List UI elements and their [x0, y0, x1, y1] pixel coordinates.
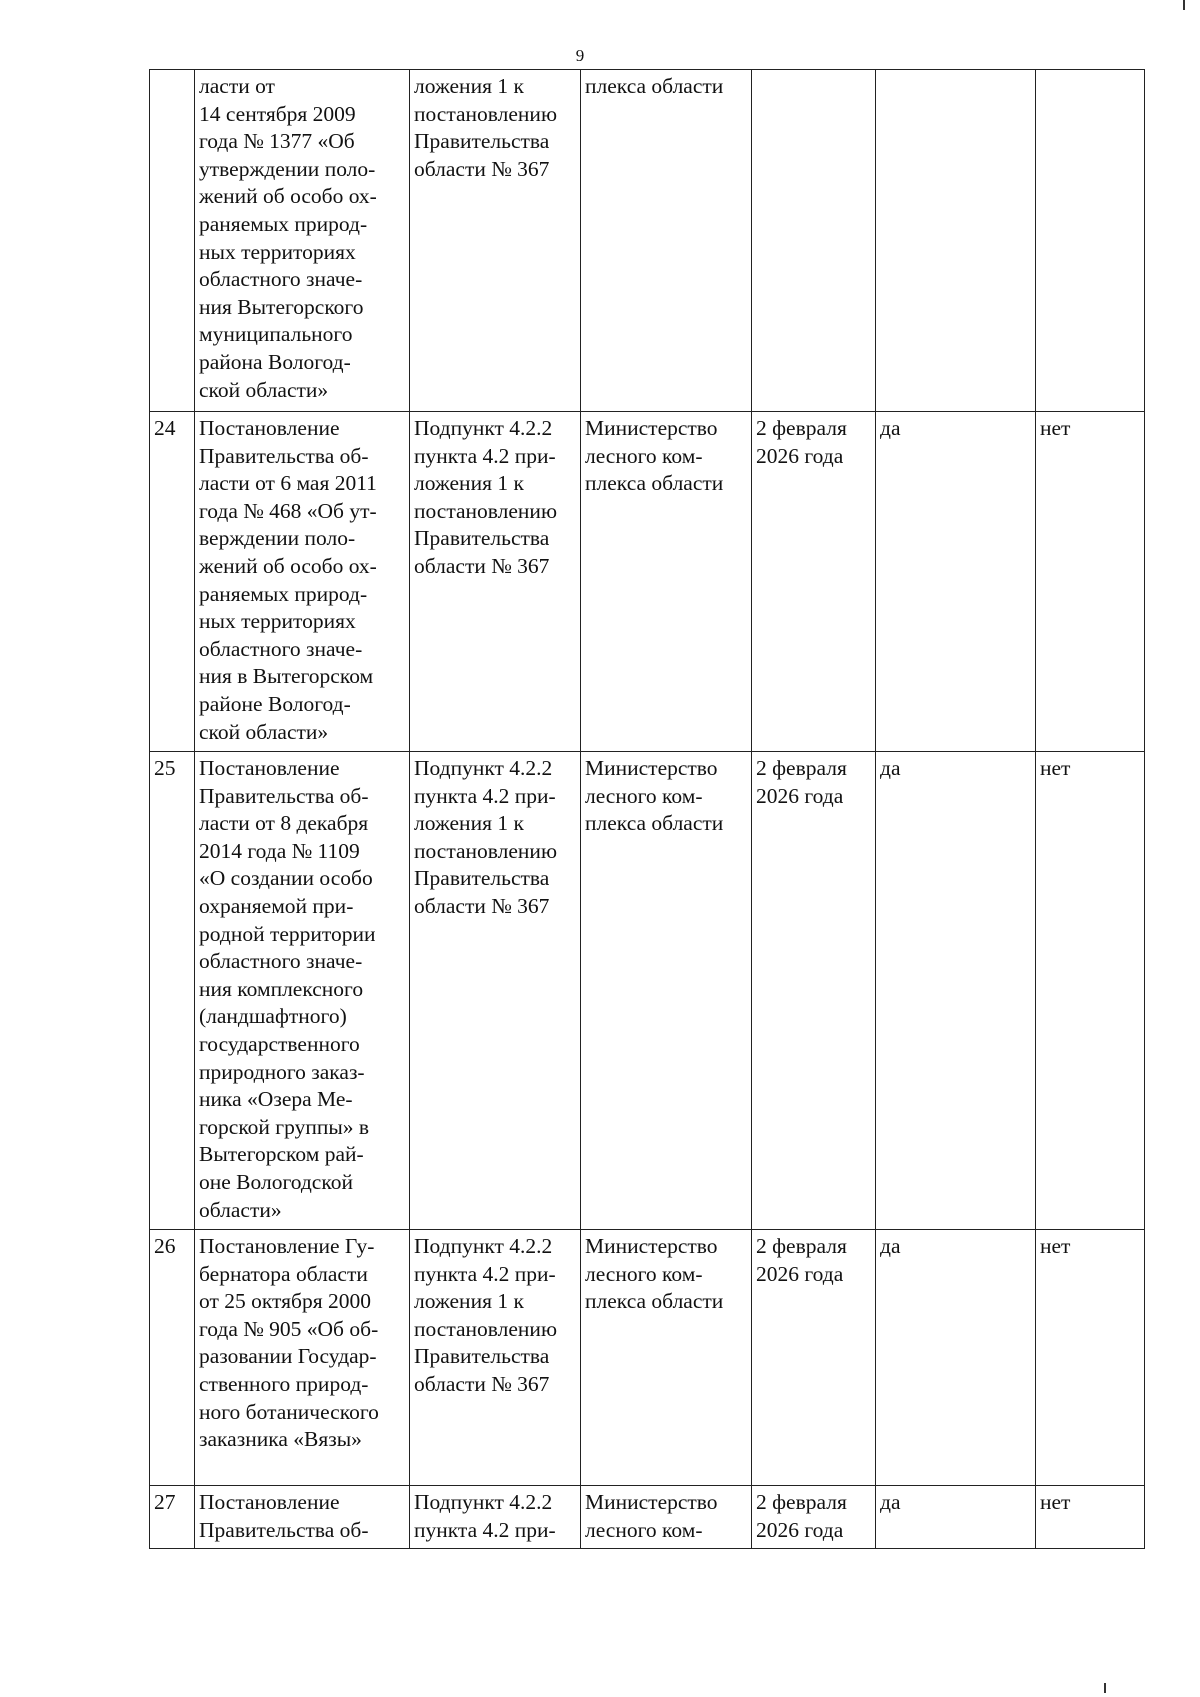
row-number: 24 [150, 412, 195, 752]
yes-cell: да [876, 1486, 1036, 1549]
table-row [150, 70, 1145, 412]
ministry-cell: Министерство лесного ком- плекса области [581, 412, 752, 752]
date-cell: 2 февраля 2026 года [752, 1486, 876, 1549]
ministry-cell: плекса области [581, 70, 752, 412]
yes-cell: да [876, 1230, 1036, 1486]
date-cell: 2 февраля 2026 года [752, 752, 876, 1230]
clause-cell: Подпункт 4.2.2 пункта 4.2 при- ложения 1 к постановлению Правительства области № 367 [410, 412, 581, 752]
document-table [149, 69, 1145, 1549]
no-cell: нет [1036, 412, 1145, 752]
act-cell: Постановление Правительства об- ласти от 6 мая 2011 года № 468 «Об ут- верждении поло- жений об особо ох- раняемых природ- ных территориях областного значе- ния в Вытегорском районе Вологод- ской области» [195, 412, 410, 752]
no-cell: нет [1036, 752, 1145, 1230]
row-number: 25 [150, 752, 195, 1230]
page-number: 9 [575, 46, 585, 65]
ministry-cell: Министерство лесного ком- плекса области [581, 752, 752, 1230]
act-cell: Постановление Гу- бернатора области от 25 октября 2000 года № 905 «Об об- разовании Государ- ственного природ- ного ботанического заказника «Вязы» [195, 1230, 410, 1486]
no-cell [1036, 70, 1145, 412]
no-cell: нет [1036, 1230, 1145, 1486]
clause-cell: ложения 1 к постановлению Правительства области № 367 [410, 70, 581, 412]
clause-cell: Подпункт 4.2.2 пункта 4.2 при- [410, 1486, 581, 1549]
table-row [150, 1486, 1145, 1549]
table-row [150, 1230, 1145, 1486]
clause-cell: Подпункт 4.2.2 пункта 4.2 при- ложения 1 к постановлению Правительства области № 367 [410, 1230, 581, 1486]
row-number [150, 70, 195, 412]
ministry-cell: Министерство лесного ком- [581, 1486, 752, 1549]
scan-mark-top [1183, 0, 1185, 10]
date-cell [752, 70, 876, 412]
date-cell: 2 февраля 2026 года [752, 412, 876, 752]
scan-mark-bottom [1104, 1683, 1106, 1693]
row-number: 26 [150, 1230, 195, 1486]
table-row [150, 752, 1145, 1230]
ministry-cell: Министерство лесного ком- плекса области [581, 1230, 752, 1486]
date-cell: 2 февраля 2026 года [752, 1230, 876, 1486]
act-cell: ласти от 14 сентября 2009 года № 1377 «Об утверждении поло- жений об особо ох- раняемых природ- ных территориях областного значе- ния Вытегорского муниципального района Вологод- ской области» [195, 70, 410, 412]
row-number: 27 [150, 1486, 195, 1549]
yes-cell: да [876, 412, 1036, 752]
table-row [150, 412, 1145, 752]
clause-cell: Подпункт 4.2.2 пункта 4.2 при- ложения 1 к постановлению Правительства области № 367 [410, 752, 581, 1230]
yes-cell: да [876, 752, 1036, 1230]
act-cell: Постановление Правительства об- ласти от 8 декабря 2014 года № 1109 «О создании особо охраняемой при- родной территории областного значе- ния комплексного (ландшафтного) государственного природного заказ- ника «Озера Ме- горской группы» в Вытегорском рай- оне Вологодской области» [195, 752, 410, 1230]
no-cell: нет [1036, 1486, 1145, 1549]
act-cell: Постановление Правительства об- [195, 1486, 410, 1549]
yes-cell [876, 70, 1036, 412]
